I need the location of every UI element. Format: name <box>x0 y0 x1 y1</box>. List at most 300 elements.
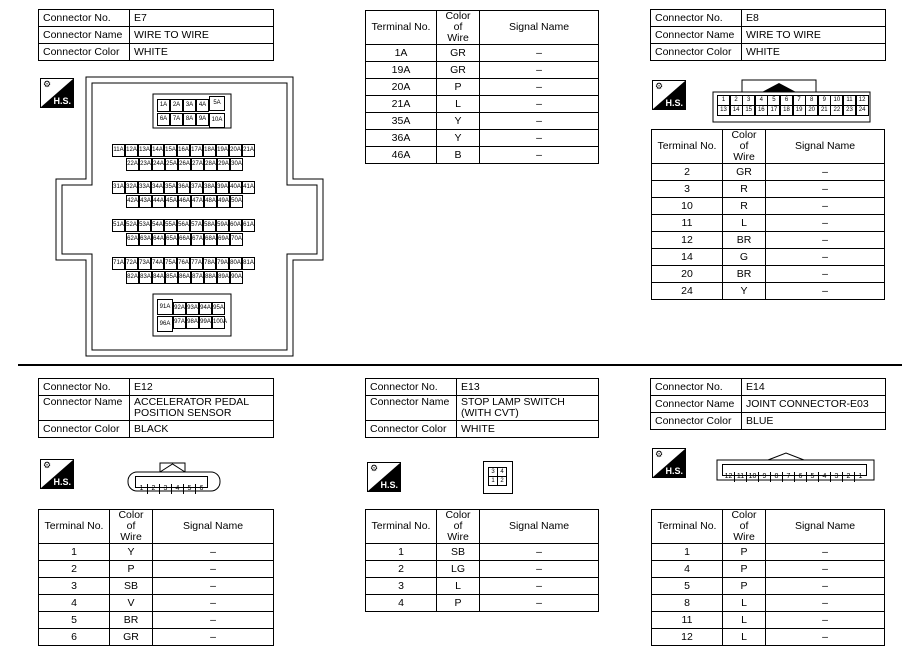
connector-color-value: BLUE <box>742 413 886 430</box>
terminal-pin: 44A <box>152 195 165 208</box>
connector-color-label: Connector Color <box>651 44 742 61</box>
terminal-pin: 14 <box>730 105 743 116</box>
terminal-pin: 81A <box>242 257 255 270</box>
wire-color-cell: BR <box>723 266 766 283</box>
terminal-pin: 24 <box>856 105 869 116</box>
terminal-pin: 6 <box>794 472 806 482</box>
table-row <box>652 283 885 300</box>
terminal-no-cell: 1A <box>366 45 437 62</box>
table-row <box>39 612 274 629</box>
color-of-wire-header: Color of Wire <box>437 510 480 544</box>
terminal-pin: 53A <box>138 219 151 232</box>
terminal-pin: 86A <box>178 271 191 284</box>
connector-no-value: E12 <box>130 379 274 396</box>
terminal-pin: 9A <box>196 113 209 126</box>
table-row <box>366 147 599 164</box>
terminal-pin: 2 <box>497 476 507 486</box>
terminal-pin: 5A <box>209 96 225 111</box>
terminal-pin: 99A <box>199 316 212 329</box>
color-of-wire-header: Color of Wire <box>437 11 480 45</box>
wire-color-cell: P <box>437 79 480 96</box>
table-row <box>39 544 274 561</box>
terminal-pin: 20A <box>229 144 242 157</box>
terminal-pin: 64A <box>152 233 165 246</box>
table-row <box>366 561 599 578</box>
signal-name-header: Signal Name <box>480 11 599 45</box>
wire-color-cell: P <box>723 578 766 595</box>
connector-color-label: Connector Color <box>39 421 130 438</box>
signal-name-cell: – <box>766 249 885 266</box>
terminal-no-cell: 2 <box>652 164 723 181</box>
terminal-pin: 31A <box>112 181 125 194</box>
terminal-pin: 11A <box>112 144 125 157</box>
terminal-pin: 1A <box>157 99 170 112</box>
terminal-pin: 58A <box>203 219 216 232</box>
terminal-pin: 9 <box>818 95 831 106</box>
signal-name-cell: – <box>480 79 599 96</box>
table-row <box>652 578 885 595</box>
terminal-pin: 27A <box>191 158 204 171</box>
terminal-pin: 49A <box>217 195 230 208</box>
harness-side-icon: ⚙ H.S. <box>652 80 686 110</box>
terminal-pin: 39A <box>216 181 229 194</box>
terminal-no-cell: 1 <box>366 544 437 561</box>
connector-name-value: JOINT CONNECTOR-E03 <box>742 396 886 413</box>
terminal-pin: 5 <box>183 484 195 494</box>
terminal-no-cell: 3 <box>366 578 437 595</box>
wire-color-cell: L <box>723 629 766 646</box>
terminal-pin: 69A <box>217 233 230 246</box>
terminal-pin: 24A <box>152 158 165 171</box>
terminal-no-header: Terminal No. <box>39 510 110 544</box>
wire-color-cell: BR <box>110 612 153 629</box>
terminal-pin: 67A <box>191 233 204 246</box>
signal-name-cell: – <box>766 266 885 283</box>
terminal-no-cell: 4 <box>366 595 437 612</box>
wire-color-cell: L <box>723 215 766 232</box>
terminal-pin: 70A <box>230 233 243 246</box>
terminal-pin: 3 <box>159 484 171 494</box>
terminal-pin: 5 <box>767 95 780 106</box>
terminal-pin: 16A <box>177 144 190 157</box>
e14-terminal-table <box>651 509 885 646</box>
e14-pin-row <box>722 464 867 480</box>
wire-color-cell: B <box>437 147 480 164</box>
signal-name-cell: – <box>766 578 885 595</box>
hs-label: H.S. <box>665 466 683 476</box>
terminal-pin: 68A <box>204 233 217 246</box>
signal-name-header: Signal Name <box>766 510 885 544</box>
connector-name-label: Connector Name <box>39 27 130 44</box>
e13-connector-info <box>365 378 599 438</box>
terminal-pin: 74A <box>151 257 164 270</box>
connector-no-label: Connector No. <box>651 10 742 27</box>
connector-name-value: WIRE TO WIRE <box>130 27 274 44</box>
terminal-pin: 65A <box>165 233 178 246</box>
terminal-pin: 15A <box>164 144 177 157</box>
terminal-pin: 8 <box>805 95 818 106</box>
terminal-pin: 82A <box>126 271 139 284</box>
signal-name-header: Signal Name <box>480 510 599 544</box>
terminal-pin: 62A <box>126 233 139 246</box>
terminal-no-cell: 3 <box>652 181 723 198</box>
e13-terminal-table <box>365 509 599 612</box>
terminal-pin: 35A <box>164 181 177 194</box>
terminal-pin: 23 <box>843 105 856 116</box>
terminal-pin: 6A <box>157 113 170 126</box>
signal-name-cell: – <box>766 595 885 612</box>
terminal-pin: 6 <box>195 484 207 494</box>
wire-color-cell: SB <box>110 578 153 595</box>
terminal-no-cell: 8 <box>652 595 723 612</box>
terminal-pin: 45A <box>165 195 178 208</box>
table-row <box>366 113 599 130</box>
harness-side-icon: ⚙ H.S. <box>40 459 74 489</box>
table-row <box>366 45 599 62</box>
table-row <box>652 612 885 629</box>
terminal-pin: 21 <box>818 105 831 116</box>
terminal-pin: 20 <box>805 105 818 116</box>
terminal-pin: 5 <box>806 472 818 482</box>
terminal-no-cell: 19A <box>366 62 437 79</box>
terminal-pin: 29A <box>217 158 230 171</box>
hs-label: H.S. <box>53 96 71 106</box>
signal-name-cell: – <box>766 283 885 300</box>
signal-name-cell: – <box>766 544 885 561</box>
connector-name-label: Connector Name <box>366 396 457 421</box>
terminal-pin: 4 <box>497 467 507 477</box>
terminal-pin: 66A <box>178 233 191 246</box>
terminal-no-cell: 35A <box>366 113 437 130</box>
wire-color-cell: Y <box>723 283 766 300</box>
signal-name-cell: – <box>153 629 274 646</box>
terminal-pin: 3 <box>742 95 755 106</box>
table-row <box>652 266 885 283</box>
connector-name-label: Connector Name <box>39 396 130 421</box>
e8-connector-info <box>650 9 886 61</box>
harness-side-icon: ⚙ H.S. <box>40 78 74 108</box>
signal-name-cell: – <box>766 561 885 578</box>
terminal-pin: 34A <box>151 181 164 194</box>
signal-name-cell: – <box>480 62 599 79</box>
wire-color-cell: L <box>437 96 480 113</box>
connector-name-value: WIRE TO WIRE <box>742 27 886 44</box>
wire-color-cell: GR <box>723 164 766 181</box>
terminal-pin: 52A <box>125 219 138 232</box>
terminal-pin: 57A <box>190 219 203 232</box>
terminal-no-cell: 46A <box>366 147 437 164</box>
terminal-pin: 61A <box>242 219 255 232</box>
terminal-pin: 4A <box>196 99 209 112</box>
table-row <box>652 561 885 578</box>
terminal-pin: 3 <box>830 472 842 482</box>
terminal-pin: 11 <box>843 95 856 106</box>
terminal-pin: 51A <box>112 219 125 232</box>
connector-name-label: Connector Name <box>651 396 742 413</box>
signal-name-cell: – <box>766 232 885 249</box>
terminal-pin: 63A <box>139 233 152 246</box>
terminal-pin: 12A <box>125 144 138 157</box>
connector-no-label: Connector No. <box>39 379 130 396</box>
terminal-pin: 75A <box>164 257 177 270</box>
terminal-pin: 36A <box>177 181 190 194</box>
wire-color-cell: L <box>437 578 480 595</box>
terminal-pin: 2 <box>147 484 159 494</box>
terminal-pin: 16 <box>755 105 768 116</box>
terminal-pin: 28A <box>204 158 217 171</box>
hs-label: H.S. <box>665 98 683 108</box>
terminal-pin: 56A <box>177 219 190 232</box>
signal-name-cell: – <box>153 612 274 629</box>
table-row <box>366 96 599 113</box>
color-of-wire-header: Color of Wire <box>723 510 766 544</box>
terminal-pin: 59A <box>216 219 229 232</box>
terminal-pin: 2A <box>170 99 183 112</box>
table-row <box>652 181 885 198</box>
terminal-no-cell: 12 <box>652 629 723 646</box>
color-of-wire-header: Color of Wire <box>110 510 153 544</box>
terminal-pin: 1 <box>488 476 498 486</box>
signal-name-cell: – <box>153 544 274 561</box>
signal-name-cell: – <box>480 578 599 595</box>
terminal-pin: 77A <box>190 257 203 270</box>
terminal-pin: 19A <box>216 144 229 157</box>
terminal-no-cell: 21A <box>366 96 437 113</box>
e12-terminal-table <box>38 509 274 646</box>
table-row <box>39 578 274 595</box>
signal-name-header: Signal Name <box>153 510 274 544</box>
terminal-no-cell: 2 <box>366 561 437 578</box>
terminal-pin: 3A <box>183 99 196 112</box>
wire-color-cell: GR <box>110 629 153 646</box>
e12-pin-row <box>135 476 208 492</box>
terminal-pin: 50A <box>230 195 243 208</box>
terminal-pin: 46A <box>178 195 191 208</box>
terminal-pin: 8 <box>770 472 782 482</box>
connector-color-label: Connector Color <box>39 44 130 61</box>
terminal-pin: 22A <box>126 158 139 171</box>
connector-name-value: ACCELERATOR PEDAL POSITION SENSOR <box>130 396 274 421</box>
terminal-pin: 87A <box>191 271 204 284</box>
signal-name-cell: – <box>766 164 885 181</box>
connector-color-value: BLACK <box>130 421 274 438</box>
signal-name-cell: – <box>480 544 599 561</box>
terminal-no-cell: 4 <box>39 595 110 612</box>
wire-color-cell: LG <box>437 561 480 578</box>
signal-name-cell: – <box>766 612 885 629</box>
table-row <box>652 164 885 181</box>
wire-color-cell: P <box>723 544 766 561</box>
table-row <box>652 249 885 266</box>
terminal-pin: 10A <box>209 113 225 128</box>
connector-color-value: WHITE <box>457 421 599 438</box>
connector-color-value: WHITE <box>742 44 886 61</box>
terminal-pin: 4 <box>755 95 768 106</box>
terminal-no-cell: 5 <box>39 612 110 629</box>
terminal-pin: 40A <box>229 181 242 194</box>
terminal-pin: 94A <box>199 302 212 315</box>
terminal-no-cell: 20 <box>652 266 723 283</box>
terminal-pin: 84A <box>152 271 165 284</box>
terminal-pin: 1 <box>139 485 144 492</box>
signal-name-cell: – <box>766 629 885 646</box>
connector-no-value: E8 <box>742 10 886 27</box>
terminal-pin: 72A <box>125 257 138 270</box>
table-row <box>366 62 599 79</box>
terminal-no-cell: 1 <box>39 544 110 561</box>
terminal-pin: 1 <box>717 95 730 106</box>
terminal-pin: 85A <box>165 271 178 284</box>
terminal-pin: 10 <box>746 472 758 482</box>
terminal-no-cell: 3 <box>39 578 110 595</box>
terminal-pin: 96A <box>157 316 173 332</box>
terminal-pin: 90A <box>230 271 243 284</box>
terminal-no-cell: 5 <box>652 578 723 595</box>
wire-color-cell: SB <box>437 544 480 561</box>
connector-name-label: Connector Name <box>651 27 742 44</box>
terminal-no-cell: 4 <box>652 561 723 578</box>
section-divider <box>18 364 902 366</box>
terminal-pin: 30A <box>230 158 243 171</box>
terminal-no-cell: 12 <box>652 232 723 249</box>
terminal-pin: 7 <box>782 472 794 482</box>
connector-color-label: Connector Color <box>366 421 457 438</box>
hs-label: H.S. <box>53 477 71 487</box>
terminal-pin: 7A <box>170 113 183 126</box>
terminal-pin: 95A <box>212 302 225 315</box>
terminal-pin: 9 <box>758 472 770 482</box>
terminal-no-header: Terminal No. <box>652 510 723 544</box>
connector-no-value: E7 <box>130 10 274 27</box>
signal-name-cell: – <box>766 215 885 232</box>
terminal-no-header: Terminal No. <box>366 11 437 45</box>
terminal-pin: 98A <box>186 316 199 329</box>
terminal-pin: 10 <box>830 95 843 106</box>
terminal-pin: 78A <box>203 257 216 270</box>
terminal-pin: 18 <box>780 105 793 116</box>
terminal-pin: 41A <box>242 181 255 194</box>
wire-color-cell: GR <box>437 62 480 79</box>
terminal-pin: 100A <box>212 316 225 329</box>
e12-connector-info <box>38 378 274 438</box>
signal-name-cell: – <box>766 181 885 198</box>
terminal-no-cell: 20A <box>366 79 437 96</box>
terminal-pin: 97A <box>173 316 186 329</box>
signal-name-cell: – <box>480 595 599 612</box>
terminal-pin: 42A <box>126 195 139 208</box>
table-row <box>39 561 274 578</box>
color-of-wire-header: Color of Wire <box>723 130 766 164</box>
terminal-pin: 37A <box>190 181 203 194</box>
table-row <box>366 595 599 612</box>
connector-color-label: Connector Color <box>651 413 742 430</box>
terminal-pin: 18A <box>203 144 216 157</box>
terminal-pin: 88A <box>204 271 217 284</box>
terminal-pin: 4 <box>818 472 830 482</box>
wire-color-cell: G <box>723 249 766 266</box>
wire-color-cell: V <box>110 595 153 612</box>
wire-color-cell: R <box>723 181 766 198</box>
table-row <box>366 544 599 561</box>
terminal-pin: 11 <box>734 472 746 482</box>
wire-color-cell: Y <box>110 544 153 561</box>
terminal-pin: 8A <box>183 113 196 126</box>
table-row <box>652 595 885 612</box>
terminal-pin: 33A <box>138 181 151 194</box>
terminal-pin: 4 <box>171 484 183 494</box>
terminal-pin: 12 <box>856 95 869 106</box>
wire-color-cell: Y <box>437 130 480 147</box>
table-row <box>652 215 885 232</box>
terminal-pin: 23A <box>139 158 152 171</box>
terminal-pin: 17A <box>190 144 203 157</box>
terminal-pin: 3 <box>488 467 498 477</box>
signal-name-cell: – <box>766 198 885 215</box>
terminal-pin: 92A <box>173 302 186 315</box>
terminal-pin: 80A <box>229 257 242 270</box>
terminal-no-cell: 11 <box>652 215 723 232</box>
terminal-pin: 93A <box>186 302 199 315</box>
signal-name-cell: – <box>153 578 274 595</box>
signal-name-cell: – <box>480 113 599 130</box>
terminal-pin: 54A <box>151 219 164 232</box>
terminal-pin: 55A <box>164 219 177 232</box>
terminal-pin: 43A <box>139 195 152 208</box>
connector-no-value: E13 <box>457 379 599 396</box>
e8-terminal-table <box>651 129 885 300</box>
terminal-pin: 6 <box>780 95 793 106</box>
terminal-pin: 83A <box>139 271 152 284</box>
terminal-no-header: Terminal No. <box>652 130 723 164</box>
wire-color-cell: L <box>723 595 766 612</box>
e7-terminal-table <box>365 10 599 164</box>
table-row <box>366 578 599 595</box>
terminal-pin: 38A <box>203 181 216 194</box>
terminal-pin: 71A <box>112 257 125 270</box>
connector-no-label: Connector No. <box>39 10 130 27</box>
terminal-pin: 14A <box>151 144 164 157</box>
terminal-pin: 7 <box>793 95 806 106</box>
wire-color-cell: P <box>110 561 153 578</box>
terminal-pin: 22 <box>830 105 843 116</box>
terminal-pin: 73A <box>138 257 151 270</box>
table-row <box>366 79 599 96</box>
table-row <box>652 629 885 646</box>
signal-name-cell: – <box>480 96 599 113</box>
terminal-pin: 1 <box>854 472 866 482</box>
signal-name-cell: – <box>480 130 599 147</box>
terminal-pin: 25A <box>165 158 178 171</box>
terminal-pin: 12 <box>724 473 733 480</box>
signal-name-cell: – <box>153 595 274 612</box>
terminal-no-cell: 2 <box>39 561 110 578</box>
terminal-no-cell: 6 <box>39 629 110 646</box>
connector-no-label: Connector No. <box>366 379 457 396</box>
terminal-no-cell: 11 <box>652 612 723 629</box>
signal-name-header: Signal Name <box>766 130 885 164</box>
wire-color-cell: GR <box>437 45 480 62</box>
terminal-no-cell: 1 <box>652 544 723 561</box>
terminal-pin: 48A <box>204 195 217 208</box>
connector-color-value: WHITE <box>130 44 274 61</box>
terminal-pin: 76A <box>177 257 190 270</box>
terminal-pin: 89A <box>217 271 230 284</box>
signal-name-cell: – <box>480 45 599 62</box>
terminal-pin: 91A <box>157 299 173 315</box>
connector-no-label: Connector No. <box>651 379 742 396</box>
table-row <box>39 629 274 646</box>
wire-color-cell: P <box>437 595 480 612</box>
